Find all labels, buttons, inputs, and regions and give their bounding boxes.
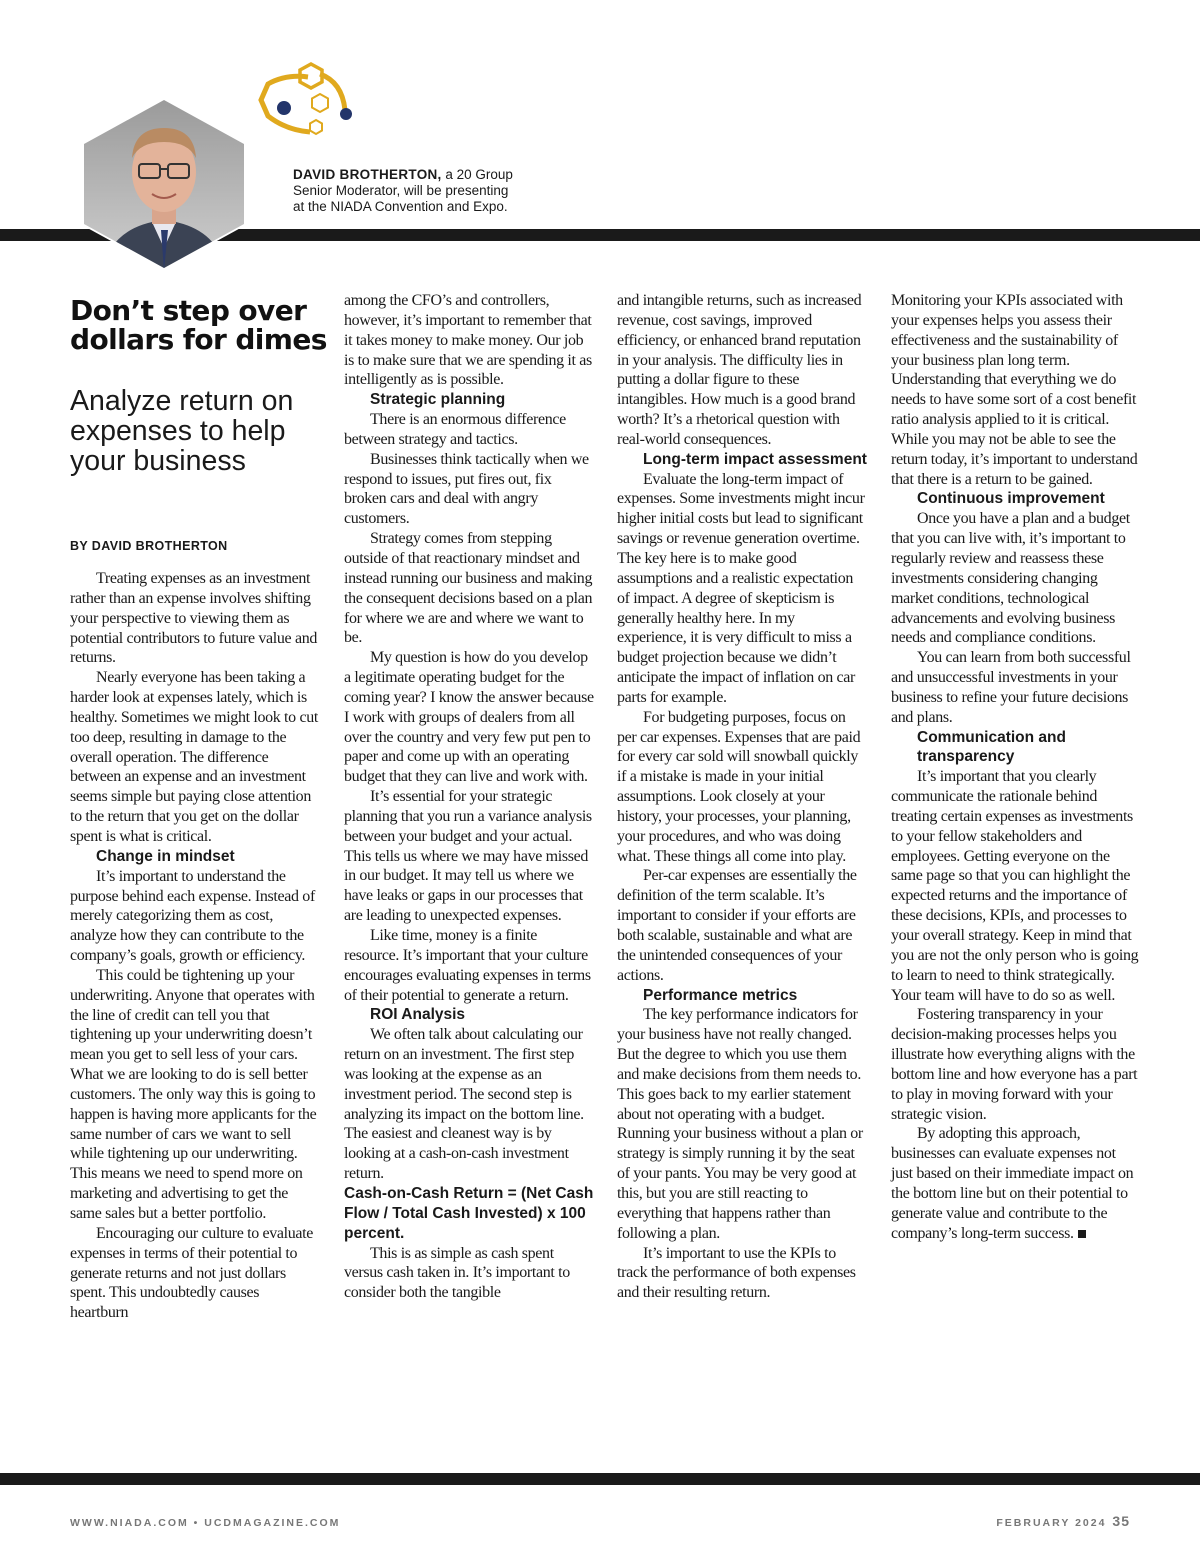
footer-date: FEBRUARY 2024 xyxy=(996,1517,1107,1529)
section-heading: ROI Analysis xyxy=(370,1006,466,1024)
final-paragraph-text: By adopting this approach, businesses can evaluate expenses not just based on their immediate impact on the bottom line but on their potential to generate value and contribute to the company’s long-term success. xyxy=(891,1125,1134,1242)
footer-rule xyxy=(0,1473,1200,1485)
paragraph: Businesses think tactically when we respond to issues, put fires out, fix broken cars and deal with angry customers. xyxy=(344,450,589,528)
hexagon-logo-icon xyxy=(256,60,356,138)
paragraph: It’s important to understand the purpose behind each expense. Instead of merely categorizing them as cost, analyze how they can contribute to the company’s goals, growth or efficiency. xyxy=(70,867,315,965)
author-bio xyxy=(293,167,593,215)
section-heading: Continuous improvement xyxy=(917,490,1105,508)
article-column-1 xyxy=(70,569,320,1323)
paragraph: You can learn from both successful and unsuccessful investments in your business to refine your future decisions and plans. xyxy=(891,649,1131,726)
paragraph: Strategy comes from stepping outside of that reactionary mindset and instead running our business and making the consequent decisions based on a plan for where we are and where we want to be. xyxy=(344,530,593,647)
paragraph: For budgeting purposes, focus on per car expenses. Expenses that are paid for every car sold will snowball quickly if a mistake is made in your initial assumptions. Look closely at your history, your processes, your planning, your procedures, and who was doing what. These things all come into play. xyxy=(617,708,861,865)
section-heading: Long-term impact assessment xyxy=(643,450,867,468)
paragraph-final xyxy=(891,1124,1141,1243)
section-heading: Change in mindset xyxy=(96,847,235,865)
byline: BY DAVID BROTHERTON xyxy=(70,539,228,553)
paragraph: This could be tightening up your underwriting. Anyone that operates with the line of credit can tell you that tightening up your underwriting doesn’t mean you get to sell less of your cars. What we are looking to do is sell better customers. The only way this is going to happen is having more applicants for the same number of cars we want to sell while tightening up our underwriting. This means we need to spend more on marketing and advertising to get the same sales but a better portfolio. xyxy=(70,966,317,1222)
paragraph: Evaluate the long-term impact of expenses. Some investments might incur higher initial costs but lead to significant savings or revenue generation overtime. The key here is to make good assumptions and a realistic expectation of impact. A degree of skepticism is generally healthy here. In my experience, it is very difficult to miss a budget projection because we didn’t anticipate the impact of inflation on car parts for example. xyxy=(617,470,865,706)
paragraph: My question is how do you develop a legitimate operating budget for the coming year? I know the answer because I work with groups of dealers from all over the country and very few put pen to paper and come up with an operating budget that they can live and work with. xyxy=(344,649,594,786)
footer-site: WWW.NIADA.COM • UCDMAGAZINE.COM xyxy=(70,1517,341,1529)
section-heading: Performance metrics xyxy=(643,986,798,1004)
paragraph: among the CFO’s and controllers, however, it’s important to remember that it takes money to make money. Our job is to make sure that we are spending it as intelligently as is possible. xyxy=(344,292,592,389)
paragraph: Encouraging our culture to evaluate expenses in terms of their potential to generate returns and not just dollars spent. This undoubtedly causes heartburn xyxy=(70,1224,313,1322)
author-bio-line-3: at the NIADA Convention and Expo. xyxy=(293,199,508,214)
formula-heading: Cash-on-Cash Return = (Net Cash Flow / Total Cash Invested) x 100 percent. xyxy=(344,1184,594,1242)
article-column-2 xyxy=(344,291,594,1303)
author-bio-line-1: a 20 Group xyxy=(441,167,513,182)
paragraph: Like time, money is a finite resource. It’s important that your culture encourages evaluating expenses in terms of their potential to generate a return. xyxy=(344,927,591,1004)
article-column-3 xyxy=(617,291,867,1303)
section-heading: Communication and transparency xyxy=(917,728,1066,766)
paragraph: It’s essential for your strategic planning that you run a variance analysis between your budget and your actual. This tells us where we may have missed in our budget. It may tell us where we have leaks or gaps in our processes that are leading to unexpected expenses. xyxy=(344,788,592,925)
page-number: 35 xyxy=(1112,1513,1130,1529)
paragraph: The key performance indicators for your business have not really changed. But the degree to which you use them and make decisions from them needs to. This goes back to my earlier statement about not operating with a budget. Running your business without a plan or strategy is simply running it by the seat of your pants. You may be very good at this, but you are still reacting to everything that happens rather than following a plan. xyxy=(617,1006,863,1242)
paragraph: Nearly everyone has been taking a harder look at expenses lately, which is healthy. Sometimes we might look to cut too deep, resulting in damage to the overall operation. The difference between an expense and an investment seems simple but paying close attention to the return that you get on the dollar spent is what is critical. xyxy=(70,669,318,845)
paragraph: Treating expenses as an investment rather than an expense involves shifting your perspective to viewing them as potential contributors to future value and returns. xyxy=(70,570,318,667)
paragraph: It’s important that you clearly communicate the rationale behind treating certain expenses as investments to your fellow stakeholders and employees. Getting everyone on the same page so that you can highlight the expected returns and the importance of these decisions, KPIs, and processes to your overall strategy. Keep in mind that you are not the only person who is going to learn to need to think strategically. Your team will have to do so as well. xyxy=(891,768,1139,1004)
paragraph: Fostering transparency in your decision-making processes helps you illustrate how everything aligns with the bottom line and how everyone has a part to play in moving forward with your strategic vision. xyxy=(891,1006,1138,1123)
author-bio-line-2: Senior Moderator, will be presenting xyxy=(293,183,509,198)
paragraph: Per-car expenses are essentially the definition of the term scalable. It’s important to consider if your efforts are both scalable, sustainable and what are the unintended consequences of your actions. xyxy=(617,867,857,984)
paragraph: and intangible returns, such as increased revenue, cost savings, improved efficiency, or enhanced brand reputation in your analysis. The difficulty lies in putting a dollar figure to these intangibles. How much is a good brand worth? It’s a rhetorical question with real-world consequences. xyxy=(617,292,862,448)
paragraph: This is as simple as cash spent versus cash taken in. It’s important to consider both the tangible xyxy=(344,1244,570,1302)
section-heading: Strategic planning xyxy=(370,391,506,409)
paragraph: Monitoring your KPIs associated with your expenses helps you assess their effectiveness and the sustainability of your business plan long term. Understanding that everything we do needs to have some sort of a cost benefit ratio analysis applied to it is critical. While you may not be able to see the return today, it’s important to understand that there is a return to be gained. xyxy=(891,292,1138,488)
paragraph: It’s important to use the KPIs to track the performance of both expenses and their resulting return. xyxy=(617,1244,856,1302)
paragraph: We often talk about calculating our return on an investment. The first step was looking at the expense as an investment period. The second step is analyzing its impact on the bottom line. The easiest and cleanest way is by looking at a cash-on-cash investment return. xyxy=(344,1026,584,1183)
paragraph: There is an enormous difference between strategy and tactics. xyxy=(344,411,566,448)
author-name: DAVID BROTHERTON, xyxy=(293,167,442,182)
article-title: Don’t step over dollars for dimes xyxy=(70,294,327,356)
article-column-4 xyxy=(891,291,1141,1244)
article-subtitle: Analyze return on expenses to help your business xyxy=(70,385,294,477)
footer-issue xyxy=(996,1513,1130,1529)
end-mark-icon xyxy=(1078,1230,1086,1238)
author-photo xyxy=(82,98,246,270)
paragraph: Once you have a plan and a budget that you can live with, it’s important to regularly review and reassess these investments considering changing market conditions, technological advancements and evolving business needs and compliance conditions. xyxy=(891,510,1130,647)
